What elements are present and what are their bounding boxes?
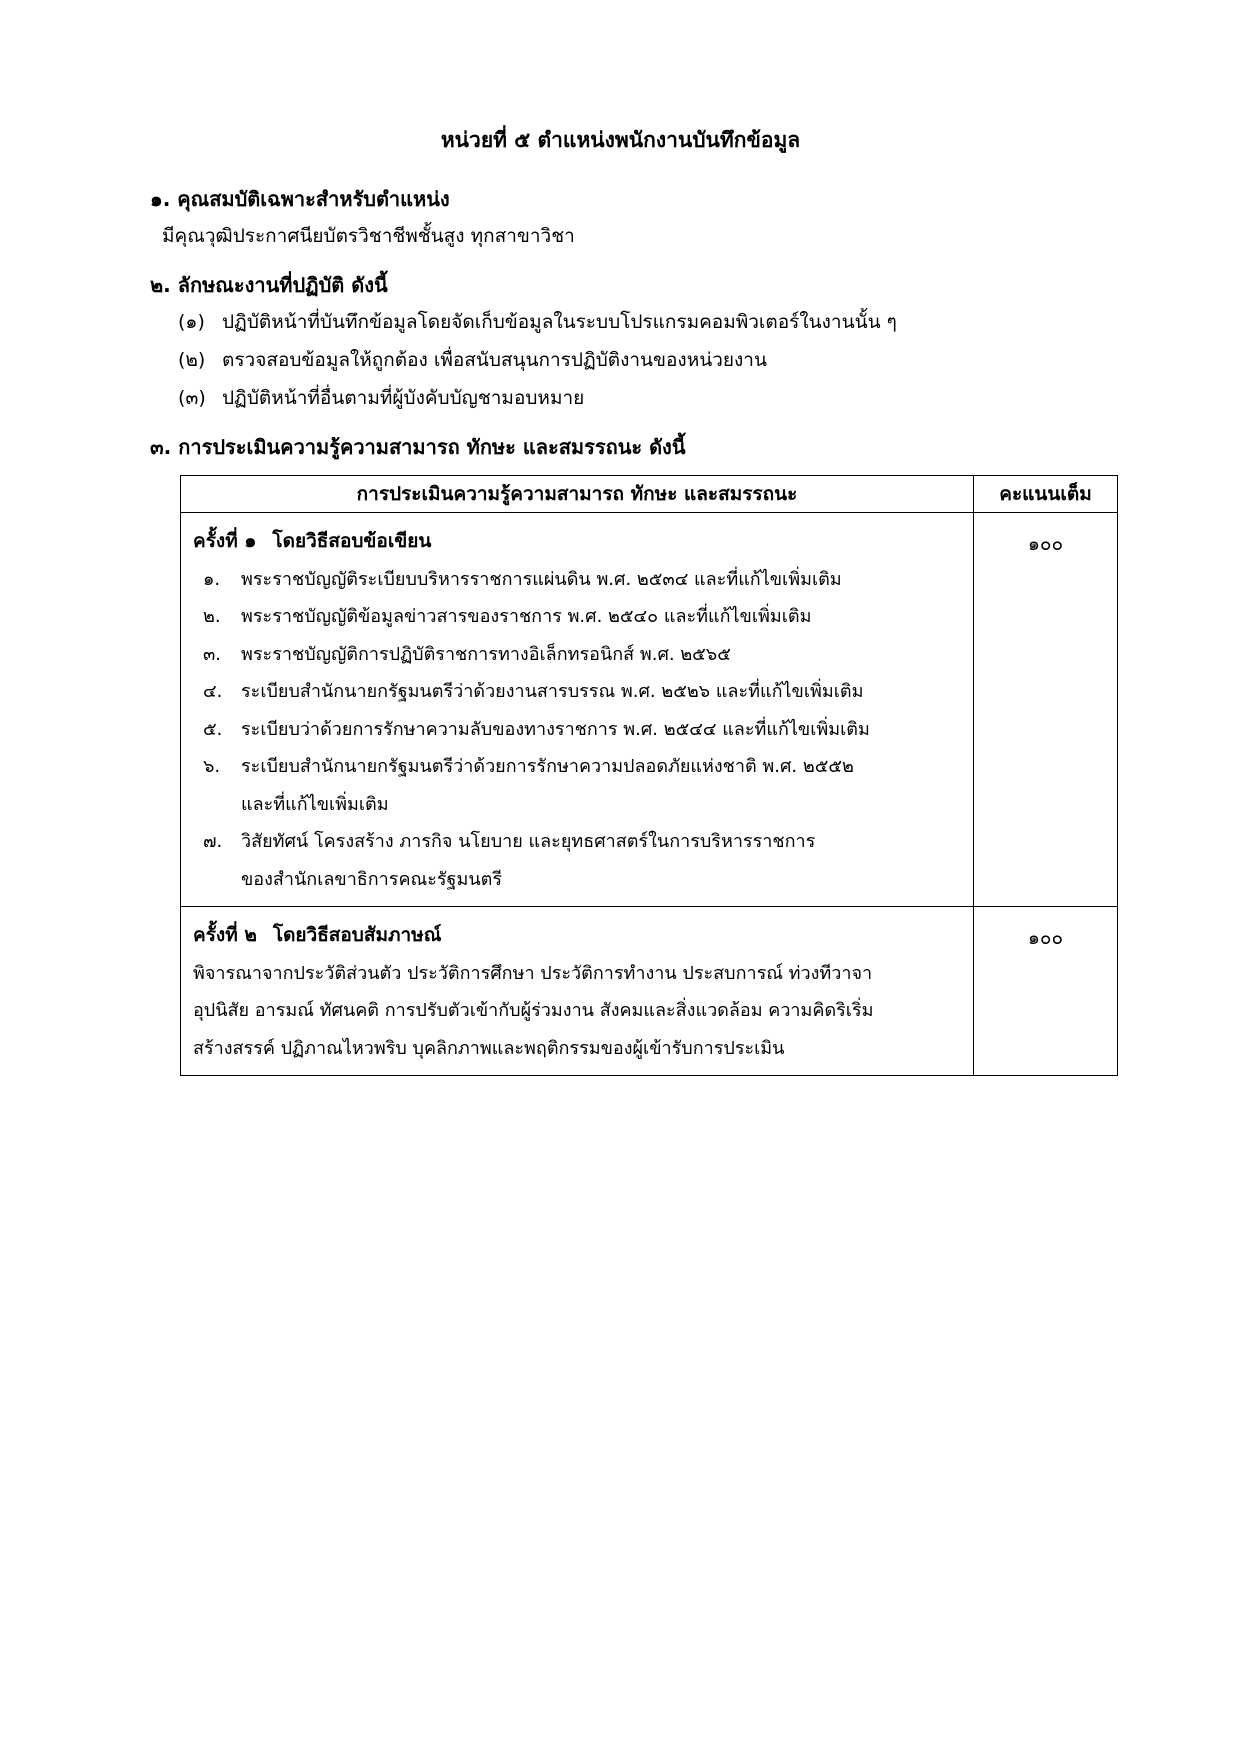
interview-criteria-line: อุปนิสัย อารมณ์ ทัศนคติ การปรับตัวเข้ากับผู้ร่วมงาน สังคมและสิ่งแวดล้อม ความคิดริเริ่ม [193,1000,874,1021]
exam-topic-number: ๓. [203,643,222,665]
duty-item [178,307,897,337]
round-1-method: โดยวิธีสอบข้อเขียน [272,530,432,552]
document-title: หน่วยที่ ๕ ตำแหน่งพนักงานบันทึกข้อมูล [440,128,801,152]
round-2-method: โดยวิธีสอบสัมภาษณ์ [272,924,442,946]
exam-topic-text-continued: ของสำนักเลขาธิการคณะรัฐมนตรี [241,868,502,890]
section-2-heading: ๒. ลักษณะงานที่ปฏิบัติ ดังนี้ [150,273,388,297]
exam-topic [193,711,961,749]
section-1-heading: ๑. คุณสมบัติเฉพาะสำหรับตำแหน่ง [150,187,450,211]
table-row [181,513,1118,907]
table-row [181,907,1118,1076]
round-1-cell [181,513,974,907]
round-1-score: ๑๐๐ [974,513,1118,907]
duty-number: (๑) [178,311,205,333]
duty-text: ปฏิบัติหน้าที่อื่นตามที่ผู้บังคับบัญชามอบหมาย [222,387,585,409]
exam-topic [193,748,961,823]
round-2-heading [193,917,961,955]
exam-topic-text: วิสัยทัศน์ โครงสร้าง ภารกิจ นโยบาย และยุทธศาสตร์ในการบริหารราชการ [241,831,816,852]
round-1-heading [193,523,961,561]
exam-topic-number: ๒. [203,606,221,627]
exam-topic-number: ๗. [203,831,223,852]
table-header-row [181,476,1118,513]
exam-topic-number: ๕. [203,718,223,740]
section-1-text: มีคุณวุฒิประกาศนียบัตรวิชาชีพชั้นสูง ทุกสาขาวิชา [162,225,575,247]
round-1-label: ครั้งที่ ๑ [193,530,257,552]
exam-topic [193,561,961,599]
round-2-label: ครั้งที่ ๒ [193,924,257,946]
exam-topic [193,673,961,711]
exam-topic-number: ๔. [203,681,223,702]
section-3-heading: ๓. การประเมินความรู้ความสามารถ ทักษะ และสมรรถนะ ดังนี้ [150,435,686,459]
score-column-header: คะแนนเต็ม [974,476,1118,513]
exam-topic-text: พระราชบัญญัติระเบียบบริหารราชการแผ่นดิน พ.ศ. ๒๕๓๔ และที่แก้ไขเพิ่มเติม [241,568,842,590]
exam-topic-number: ๑. [203,568,221,590]
interview-criteria-line: พิจารณาจากประวัติส่วนตัว ประวัติการศึกษา ประวัติการทำงาน ประสบการณ์ ท่วงทีวาจา [193,962,873,984]
round-2-score: ๑๐๐ [974,907,1118,1076]
exam-topic-number: ๖. [203,756,221,777]
exam-topic-text: ระเบียบสำนักนายกรัฐมนตรีว่าด้วยงานสารบรรณ พ.ศ. ๒๕๒๖ และที่แก้ไขเพิ่มเติม [241,681,864,702]
exam-topic-text: พระราชบัญญัติการปฏิบัติราชการทางอิเล็กทรอนิกส์ พ.ศ. ๒๕๖๕ [241,643,731,665]
duty-number: (๒) [178,349,206,371]
exam-topic-text: พระราชบัญญัติข้อมูลข่าวสารของราชการ พ.ศ. ๒๕๔๐ และที่แก้ไขเพิ่มเติม [241,606,812,627]
round-2-cell [181,907,974,1076]
duty-text: ตรวจสอบข้อมูลให้ถูกต้อง เพื่อสนับสนุนการปฏิบัติงานของหน่วยงาน [222,349,767,371]
duty-number: (๓) [178,387,206,409]
exam-topic-text: ระเบียบว่าด้วยการรักษาความลับของทางราชการ พ.ศ. ๒๕๔๔ และที่แก้ไขเพิ่มเติม [241,718,870,740]
assessment-column-header: การประเมินความรู้ความสามารถ ทักษะ และสมรรถนะ [181,476,974,513]
exam-topic [193,823,961,898]
duty-text: ปฏิบัติหน้าที่บันทึกข้อมูลโดยจัดเก็บข้อมูลในระบบโปรแกรมคอมพิวเตอร์ในงานนั้น ๆ [222,311,897,333]
assessment-table [180,475,1118,1076]
exam-topic [193,636,961,674]
duty-item [178,345,767,375]
exam-topic-text: ระเบียบสำนักนายกรัฐมนตรีว่าด้วยการรักษาความปลอดภัยแห่งชาติ พ.ศ. ๒๕๕๒ [241,756,854,777]
duty-item [178,383,584,413]
exam-topic [193,598,961,636]
interview-criteria-line: สร้างสรรค์ ปฏิภาณไหวพริบ บุคลิกภาพและพฤติกรรมของผู้เข้ารับการประเมิน [193,1037,785,1059]
exam-topic-text-continued: และที่แก้ไขเพิ่มเติม [241,793,389,815]
